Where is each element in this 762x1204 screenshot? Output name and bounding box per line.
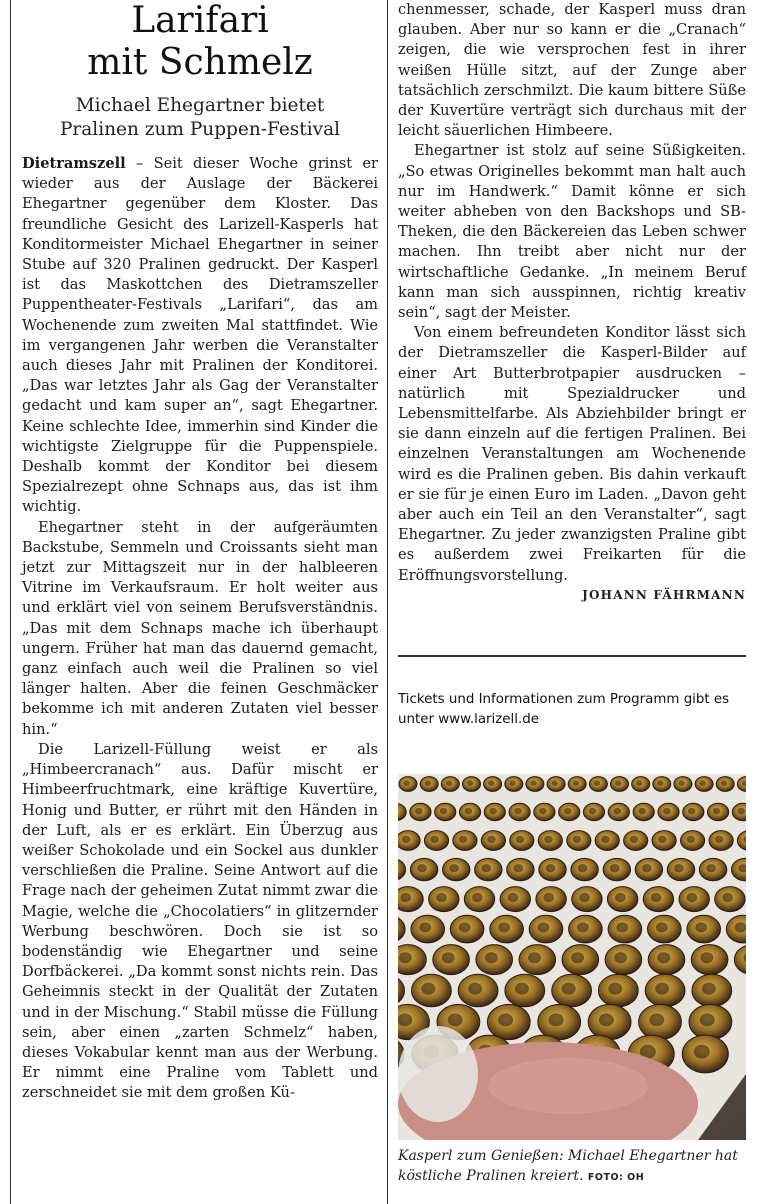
paragraph-3: Die Larizell-Füllung weist er als „Himbeercranach“ aus. Dafür mischt er Himbeerfruchtmark, eine kräftige Kuvertüre, Honig und Butter, er rührt mit den Händen in der Luft, als er es erklärt. Ein Überzug aus weißer Schokolade und ein Sockel aus dunkler verschließen die Praline. Seine Antwort auf die Frage nach der geheimen Zutat nimmt zwar die Magie, welche die „Chocolatiers“ in glitzernder Werbung beschwören. Doch sie ist so bodenständig wie Ehegartner und seine Dorfbäckerei. „Da kommt sonst nichts rein. Das Geheimnis steckt in der Qualität der Zutaten und in der Mischung.“ Stabil müsse die Füllung sein, aber einen „zarten Schmelz“ haben, dieses Vokabular kennt man aus der Werbung. Er nimmt eine Praline vom Tablett und zerschneidet sie mit dem großen Kü- xyxy=(22,740,378,1102)
kasperl-print xyxy=(514,864,524,872)
kasperl-print xyxy=(467,780,473,785)
kasperl-print xyxy=(614,952,627,963)
paragraph-5: Ehegartner ist stolz auf seine Süßigkeiten. „So etwas Originelles bekommt man halt auch nur im Handwerk.“ Damit könne er sich weiter abheben von den Backshops und SB-Theken, die den Bäckereien das Leben schwer machen. Ihn treibt aber nicht nur der wirtschaftliche Gedanke. „In meinem Beruf kann man sich ausspinnen, richtig kreativ sein“, sagt der Meister. xyxy=(398,142,746,322)
kasperl-print xyxy=(655,983,669,995)
kasperl-print xyxy=(564,808,571,814)
kasperl-print xyxy=(398,1014,412,1027)
section-divider xyxy=(398,655,746,657)
kasperl-print xyxy=(404,780,410,785)
kasperl-print xyxy=(402,836,410,843)
kasperl-print xyxy=(399,952,412,963)
kasperl-print xyxy=(442,952,455,963)
kasperl-print xyxy=(573,780,579,785)
caption-text: Kasperl zum Genießen: Michael Ehegartner hat köstliche Pralinen kreiert. xyxy=(398,1148,738,1184)
thumb-highlight xyxy=(488,1058,648,1114)
column-divider xyxy=(387,0,388,1204)
praline-tray-image xyxy=(398,774,746,1140)
paragraph-4: chenmesser, schade, der Kasperl muss dran glauben. Aber nur so kann er die „Cranach“ zeigen, die wie versprochen fest in ihrer weißen Hülle sitzt, auf der Zunge aber tatsächlich zerschmilzt. Die kaum bittere Süße der Kuvertüre verträgt sich durchaus mit der leicht säuerlichen Himbeere. xyxy=(398,1,746,140)
kasperl-print xyxy=(415,808,422,814)
kasperl-print xyxy=(498,1014,513,1027)
kasperl-print xyxy=(658,836,666,843)
dateline: Dietramszell xyxy=(22,155,126,172)
kasperl-print xyxy=(436,893,447,902)
kasperl-print xyxy=(472,893,483,902)
byline: JOHANN FÄHRMANN xyxy=(582,587,746,602)
kasperl-print xyxy=(468,983,482,995)
kasperl-print xyxy=(514,808,521,814)
left-column-rule xyxy=(10,0,11,1204)
kasperl-print xyxy=(417,864,427,872)
left-column xyxy=(22,0,378,1104)
kasperl-print xyxy=(562,983,576,995)
kasperl-print xyxy=(713,808,720,814)
kasperl-print xyxy=(440,808,447,814)
kasperl-print xyxy=(465,808,472,814)
kasperl-print xyxy=(578,864,588,872)
kasperl-print xyxy=(490,808,497,814)
kasperl-print xyxy=(649,1014,664,1027)
right-column xyxy=(398,0,746,602)
kasperl-print xyxy=(601,836,609,843)
kasperl-print xyxy=(615,780,621,785)
kasperl-print xyxy=(695,922,707,932)
kasperl-print xyxy=(700,952,713,963)
praline-photo xyxy=(398,774,746,1140)
kasperl-print xyxy=(400,893,411,902)
kasperl-print xyxy=(674,864,684,872)
kasperl-print xyxy=(642,864,652,872)
kasperl-print xyxy=(579,893,590,902)
info-box: Tickets und Informationen zum Programm gibt es unter www.larizell.de xyxy=(398,692,730,727)
kasperl-print xyxy=(679,780,685,785)
kasperl-print xyxy=(531,780,537,785)
kasperl-print xyxy=(515,983,529,995)
kasperl-print xyxy=(694,1045,710,1059)
subhead-line-1: Michael Ehegartner bietet xyxy=(75,95,325,116)
kasperl-print xyxy=(594,780,600,785)
kasperl-print xyxy=(498,922,510,932)
kasperl-print xyxy=(488,780,494,785)
tissue xyxy=(398,1026,478,1122)
kasperl-print xyxy=(722,893,733,902)
kasperl-print xyxy=(539,808,546,814)
paragraph-1 xyxy=(22,154,378,518)
kasperl-print xyxy=(528,952,541,963)
kasperl-print xyxy=(421,983,435,995)
kasperl-print xyxy=(544,893,555,902)
kasperl-print xyxy=(459,836,467,843)
kasperl-print xyxy=(687,836,695,843)
kasperl-print xyxy=(549,1014,564,1027)
kasperl-print xyxy=(615,893,626,902)
kasperl-print xyxy=(656,922,668,932)
kasperl-print xyxy=(657,952,670,963)
kasperl-print xyxy=(738,808,745,814)
paragraph-1-text: – Seit dieser Woche grinst er wieder aus der Auslage der Bäckerei Ehegartner gegenüber dem Kloster. Das freundliche Gesicht des Larizell-Kasperls hat Konditormeister Michael Ehegartner in seiner Stube auf 320 Pralinen gedruckt. Der Kasperl ist das Maskottchen des Dietramszeller Puppentheater-Festivals „Larifari“, das am Wochenende zum zweiten Mal stattfindet. Wie im vergangenen Jahr werben die Veranstalter auch dieses Jahr mit Pralinen der Konditorei. „Das war letztes Jahr als Gag der Veranstalter gedacht und kam super an“, sagt Ehegartner. Keine schlechte Idee, immerhin sind Kinder die wichtigste Zielgruppe für die Puppenspiele. Deshalb kommt der Konditor bei diesem Spezialrezept ohne Schnaps aus, das ist ihm wichtig. xyxy=(22,155,378,516)
kasperl-print xyxy=(589,808,596,814)
kasperl-print xyxy=(638,808,645,814)
subheadline xyxy=(22,94,378,142)
subhead-line-2: Pralinen zum Puppen-Festival xyxy=(59,119,341,140)
kasperl-print xyxy=(636,780,642,785)
kasperl-print xyxy=(702,983,716,995)
article-body-right xyxy=(398,0,746,586)
kasperl-print xyxy=(508,893,519,902)
headline-line-2: mit Schmelz xyxy=(87,42,313,83)
paragraph-2: Ehegartner steht in der aufgeräumten Backstube, Semmeln und Croissants sieht man jetzt zur Mittagszeit nur in der halbleeren Vitrine im Verkaufsraum. Er holt weiter aus und erklärt viel von seinem Berufsverständnis. „Das mit dem Schnaps mache ich überhaupt ungern. Früher hat man das dauernd gemacht, ganz einfach auch weil die Pralinen so viel länger halten. Aber die feinen Geschmäcker bekomme ich mit anderen Zutaten viel besser hin.“ xyxy=(22,518,378,738)
kasperl-print xyxy=(446,780,452,785)
kasperl-print xyxy=(481,864,491,872)
kasperl-print xyxy=(706,864,716,872)
kasperl-print xyxy=(516,836,524,843)
kasperl-print xyxy=(687,893,698,902)
kasperl-print xyxy=(599,1014,614,1027)
kasperl-print xyxy=(552,780,558,785)
kasperl-print xyxy=(449,864,459,872)
kasperl-print xyxy=(448,1014,463,1027)
kasperl-print xyxy=(573,836,581,843)
kasperl-print xyxy=(715,836,723,843)
kasperl-print xyxy=(546,864,556,872)
kasperl-print xyxy=(544,836,552,843)
kasperl-print xyxy=(735,922,746,932)
paragraph-6: Von einem befreundeten Konditor lässt sich der Dietramszeller die Kasperl-Bilder auf einer Art Butterbrotpapier ausdrucken – natürlich mit Spezialdrucker und Lebensmittelfarbe. Als Abziehbilder bringt er sie dann einzeln auf die fertigen Pralinen. Bei einzelnen Veranstaltungen am Wochenende wird es die Pralinen geben. Bis dahin verkauft er sie für je einen Euro im Laden. „Davon geht aber auch ein Teil an den Veranstalter“, sagt Ehegartner. Zu jeder zwanzigsten Praline gibt es außerdem zwei Freikarten für die Eröffnungsvorstellung. xyxy=(398,324,746,584)
kasperl-print xyxy=(651,893,662,902)
photo-credit: FOTO: OH xyxy=(587,1172,645,1183)
kasperl-print xyxy=(577,922,589,932)
kasperl-print xyxy=(630,836,638,843)
kasperl-print xyxy=(663,808,670,814)
kasperl-print xyxy=(487,836,495,843)
kasperl-print xyxy=(700,780,706,785)
kasperl-print xyxy=(430,836,438,843)
headline xyxy=(22,0,378,84)
photo-caption xyxy=(398,1146,746,1188)
kasperl-print xyxy=(721,780,727,785)
kasperl-print xyxy=(614,808,621,814)
headline-line-1: Larifari xyxy=(131,0,269,41)
kasperl-print xyxy=(425,780,431,785)
kasperl-print xyxy=(657,780,663,785)
article-body-left xyxy=(22,154,378,1104)
kasperl-print xyxy=(459,922,471,932)
kasperl-print xyxy=(688,808,695,814)
kasperl-print xyxy=(538,922,550,932)
kasperl-print xyxy=(700,1014,715,1027)
kasperl-print xyxy=(610,864,620,872)
kasperl-print xyxy=(419,922,431,932)
kasperl-print xyxy=(509,780,515,785)
kasperl-print xyxy=(608,983,622,995)
kasperl-print xyxy=(616,922,628,932)
kasperl-print xyxy=(571,952,584,963)
kasperl-print xyxy=(485,952,498,963)
